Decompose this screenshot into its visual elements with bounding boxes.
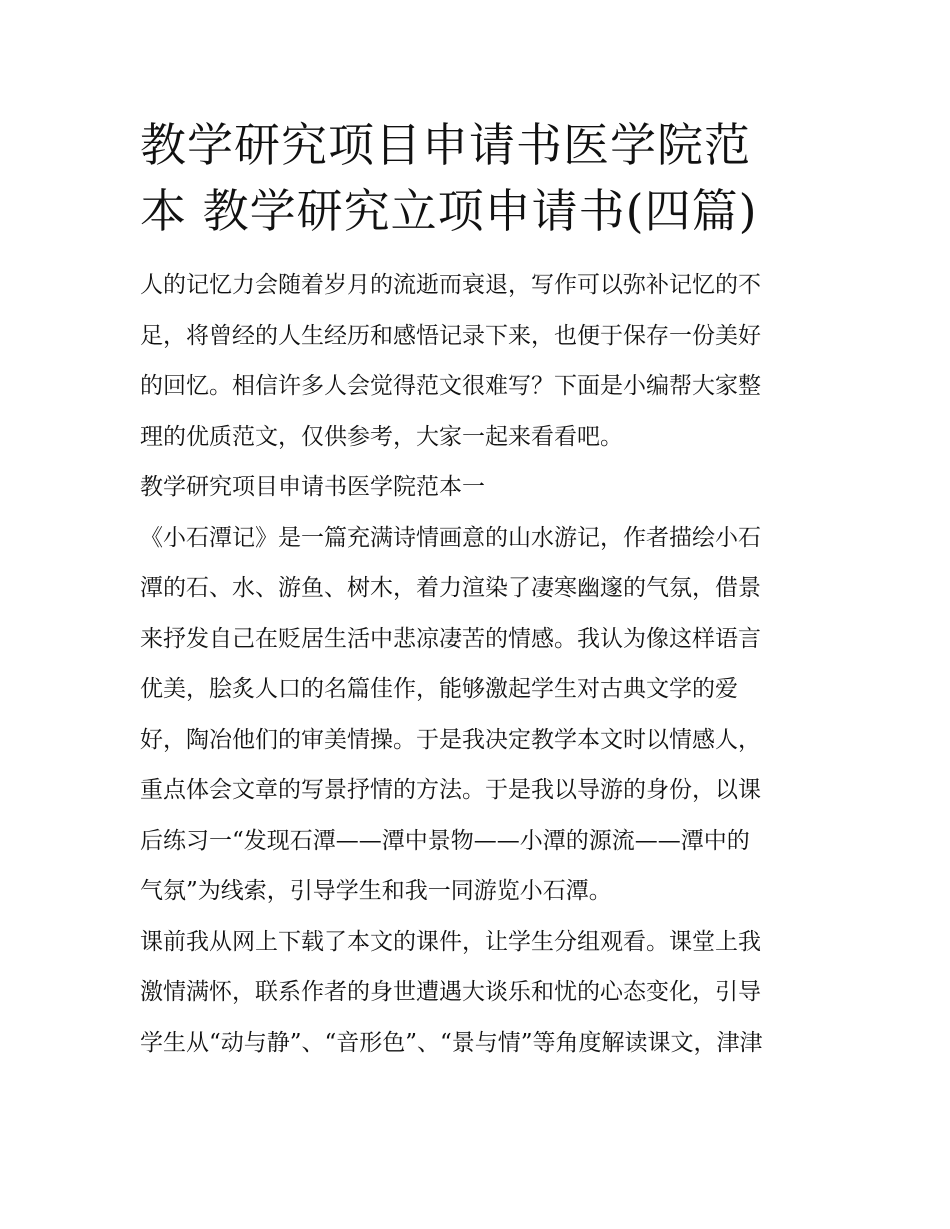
paragraph-line: 来抒发自己在贬居生活中悲凉凄苦的情感。我认为像这样语言 <box>140 625 761 652</box>
paragraph-line: 气氛”为线索，引导学生和我一同游览小石潭。 <box>140 878 612 904</box>
paragraph-line: 《小石潭记》是一篇充满诗情画意的山水游记，作者描绘小石 <box>140 524 761 551</box>
paragraph-line: 好，陶冶他们的审美情操。于是我决定教学本文时以情感人， <box>140 726 761 753</box>
paragraph-line: 潭的石、水、游鱼、树木，着力渲染了凄寒幽邃的气氛，借景 <box>140 575 761 601</box>
title-line: 教学研究项目申请书医学院范 <box>140 118 751 172</box>
document-page <box>140 112 820 1068</box>
intro-line: 的回忆。相信许多人会觉得范文很难写？下面是小编帮大家整 <box>140 373 761 399</box>
paragraph-line: 后练习一“发现石潭——潭中景物——小潭的源流——潭中的 <box>140 827 750 854</box>
paragraph-line: 优美，脍炙人口的名篇佳作，能够激起学生对古典文学的爱 <box>140 676 738 702</box>
intro-line: 足，将曾经的人生经历和感悟记录下来，也便于保存一份美好 <box>140 322 761 349</box>
paragraph-line: 学生从“动与静”、“音形色”、“景与情”等角度解读课文，津津 <box>140 1029 763 1056</box>
paragraph-line: 激情满怀，联系作者的身世遭遇大谈乐和忧的心态变化，引导 <box>140 979 761 1005</box>
intro-line: 理的优质范文，仅供参考，大家一起来看看吧。 <box>140 423 623 450</box>
document-body <box>140 260 820 1068</box>
title-line: 本 教学研究立项申请书(四篇) <box>140 184 758 238</box>
intro-line: 人的记忆力会随着岁月的流逝而衰退，写作可以弥补记忆的不 <box>140 272 761 298</box>
paragraph-line: 重点体会文章的写景抒情的方法。于是我以导游的身份，以课 <box>140 777 761 803</box>
document-title <box>140 112 820 244</box>
section-heading: 教学研究项目申请书医学院范本一 <box>140 474 485 500</box>
paragraph-line: 课前我从网上下载了本文的课件，让学生分组观看。课堂上我 <box>140 928 761 955</box>
